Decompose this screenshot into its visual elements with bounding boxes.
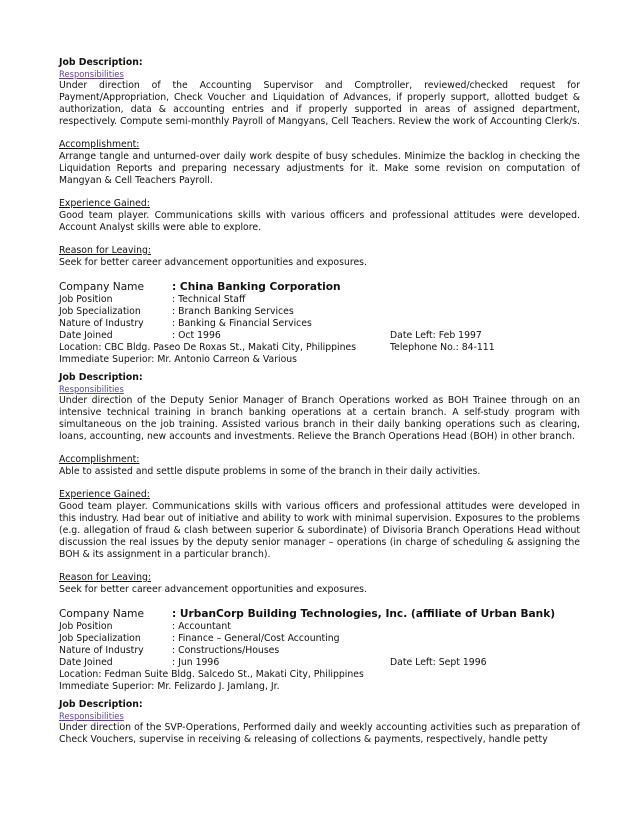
date-joined-row <box>59 657 580 669</box>
date-joined-row <box>59 330 580 342</box>
company-name-value: : UrbanCorp Building Technologies, Inc. (affiliate of Urban Bank) <box>172 608 556 620</box>
nature-of-industry-row <box>59 645 580 657</box>
accomplishment-text: Arrange tangle and unturned-over daily work despite of busy schedules. Minimize the backlog in checking the Liquidation Reports and preparing necessary adjustments for it. Make some revision on computation of Mangyan & Cell Teachers Payroll. <box>59 151 580 186</box>
location: Location: Fedman Suite Bldg. Salcedo St., Makati City, Philippines <box>59 669 364 680</box>
job-specialization-value: : Branch Banking Services <box>172 306 294 317</box>
resume-page <box>59 57 580 746</box>
experience-text: Good team player. Communications skills with various officers and professional attitudes were developed in this industry. Had bear out of initiative and ability to work with minimal supervision. Exposures to the problems (e.g. allegation of fraud & clash between superior & subordinate) of Divisoria Branch Operations Head without discussion the real issues by the deputy senior manager – operations (in charge of scheduling & assigning the BOH & its assignment in a particular branch). <box>59 501 580 560</box>
nature-of-industry-row <box>59 318 580 330</box>
job-description-heading: Job Description: <box>59 372 143 383</box>
accomplishment-heading: Accomplishment: <box>59 139 140 150</box>
responsibilities-link[interactable]: Responsibilities <box>59 384 124 394</box>
immediate-superior: Immediate Superior: Mr. Antonio Carreon & Various <box>59 354 298 365</box>
company-name-value: : China Banking Corporation <box>172 281 341 293</box>
telephone: Telephone No.: 84-111 <box>390 342 495 353</box>
job-specialization-value: : Finance – General/Cost Accounting <box>172 633 340 644</box>
responsibilities-text: Under direction of the Deputy Senior Manager of Branch Operations worked as BOH Trainee through on an intensive technical training in branch banking operations at a certain branch. A self-study program with simultaneous on the job training. Assisted various branch in their daily banking operations such as clearing, loans, accounting, new accounts and investments. Relieve the Branch Operations Head (BOH) in other branch. <box>59 395 580 442</box>
reason-text: Seek for better career advancement opportunities and exposures. <box>59 584 367 595</box>
job-position-value: : Accountant <box>172 621 231 632</box>
nature-of-industry-label: Nature of Industry <box>59 318 144 329</box>
responsibilities-link[interactable]: Responsibilities <box>59 69 124 79</box>
date-joined-value: : Oct 1996 <box>172 330 221 341</box>
job-specialization-row <box>59 306 580 318</box>
experience-heading: Experience Gained: <box>59 198 150 209</box>
company-name-row <box>59 607 580 621</box>
job-position-row <box>59 294 580 306</box>
date-joined-label: Date Joined <box>59 657 113 668</box>
nature-of-industry-label: Nature of Industry <box>59 645 144 656</box>
nature-of-industry-value: : Constructions/Houses <box>172 645 280 656</box>
job-position-label: Job Position <box>59 621 113 632</box>
job-position-label: Job Position <box>59 294 113 305</box>
date-left: Date Left: Feb 1997 <box>390 330 482 341</box>
date-left: Date Left: Sept 1996 <box>390 657 487 668</box>
reason-heading: Reason for Leaving: <box>59 245 152 256</box>
job-position-row <box>59 621 580 633</box>
nature-of-industry-value: : Banking & Financial Services <box>172 318 312 329</box>
job-specialization-label: Job Specialization <box>59 633 141 644</box>
experience-heading: Experience Gained: <box>59 489 150 500</box>
responsibilities-text: Under direction of the SVP-Operations, Performed daily and weekly accounting activities such as preparation of Check Vouchers, supervise in receiving & releasing of collections & payments, respectively, handle petty <box>59 722 580 745</box>
company-name-label: Company Name <box>59 281 145 293</box>
job-description-heading: Job Description: <box>59 699 143 710</box>
job-description-heading: Job Description: <box>59 57 143 68</box>
job-position-value: : Technical Staff <box>172 294 246 305</box>
location: Location: CBC Bldg. Paseo De Roxas St., Makati City, Philippines <box>59 342 357 353</box>
date-joined-label: Date Joined <box>59 330 113 341</box>
responsibilities-text: Under direction of the Accounting Supervisor and Comptroller, reviewed/checked request for Payment/Appropriation, Check Voucher and Liquidation of Advances, if properly support, allotted budget & authorization, data & accounting entries and if properly supported in areas of assigned department, respectively. Compute semi-monthly Payroll of Mangyans, Cell Teachers. Review the work of Accounting Clerk/s. <box>59 80 580 127</box>
date-joined-value: : Jun 1996 <box>172 657 220 668</box>
company-name-label: Company Name <box>59 608 145 620</box>
job-specialization-label: Job Specialization <box>59 306 141 317</box>
responsibilities-link[interactable]: Responsibilities <box>59 711 124 721</box>
company-name-row <box>59 280 580 294</box>
accomplishment-heading: Accomplishment: <box>59 454 140 465</box>
reason-text: Seek for better career advancement opportunities and exposures. <box>59 257 367 268</box>
reason-heading: Reason for Leaving: <box>59 572 152 583</box>
job-specialization-row <box>59 633 580 645</box>
location-row <box>59 342 580 354</box>
immediate-superior: Immediate Superior: Mr. Felizardo J. Jamlang, Jr. <box>59 681 280 692</box>
experience-text: Good team player. Communications skills with various officers and professional attitudes were developed. Account Analyst skills were able to explore. <box>59 210 580 233</box>
accomplishment-text: Able to assisted and settle dispute problems in some of the branch in their daily activities. <box>59 466 481 477</box>
